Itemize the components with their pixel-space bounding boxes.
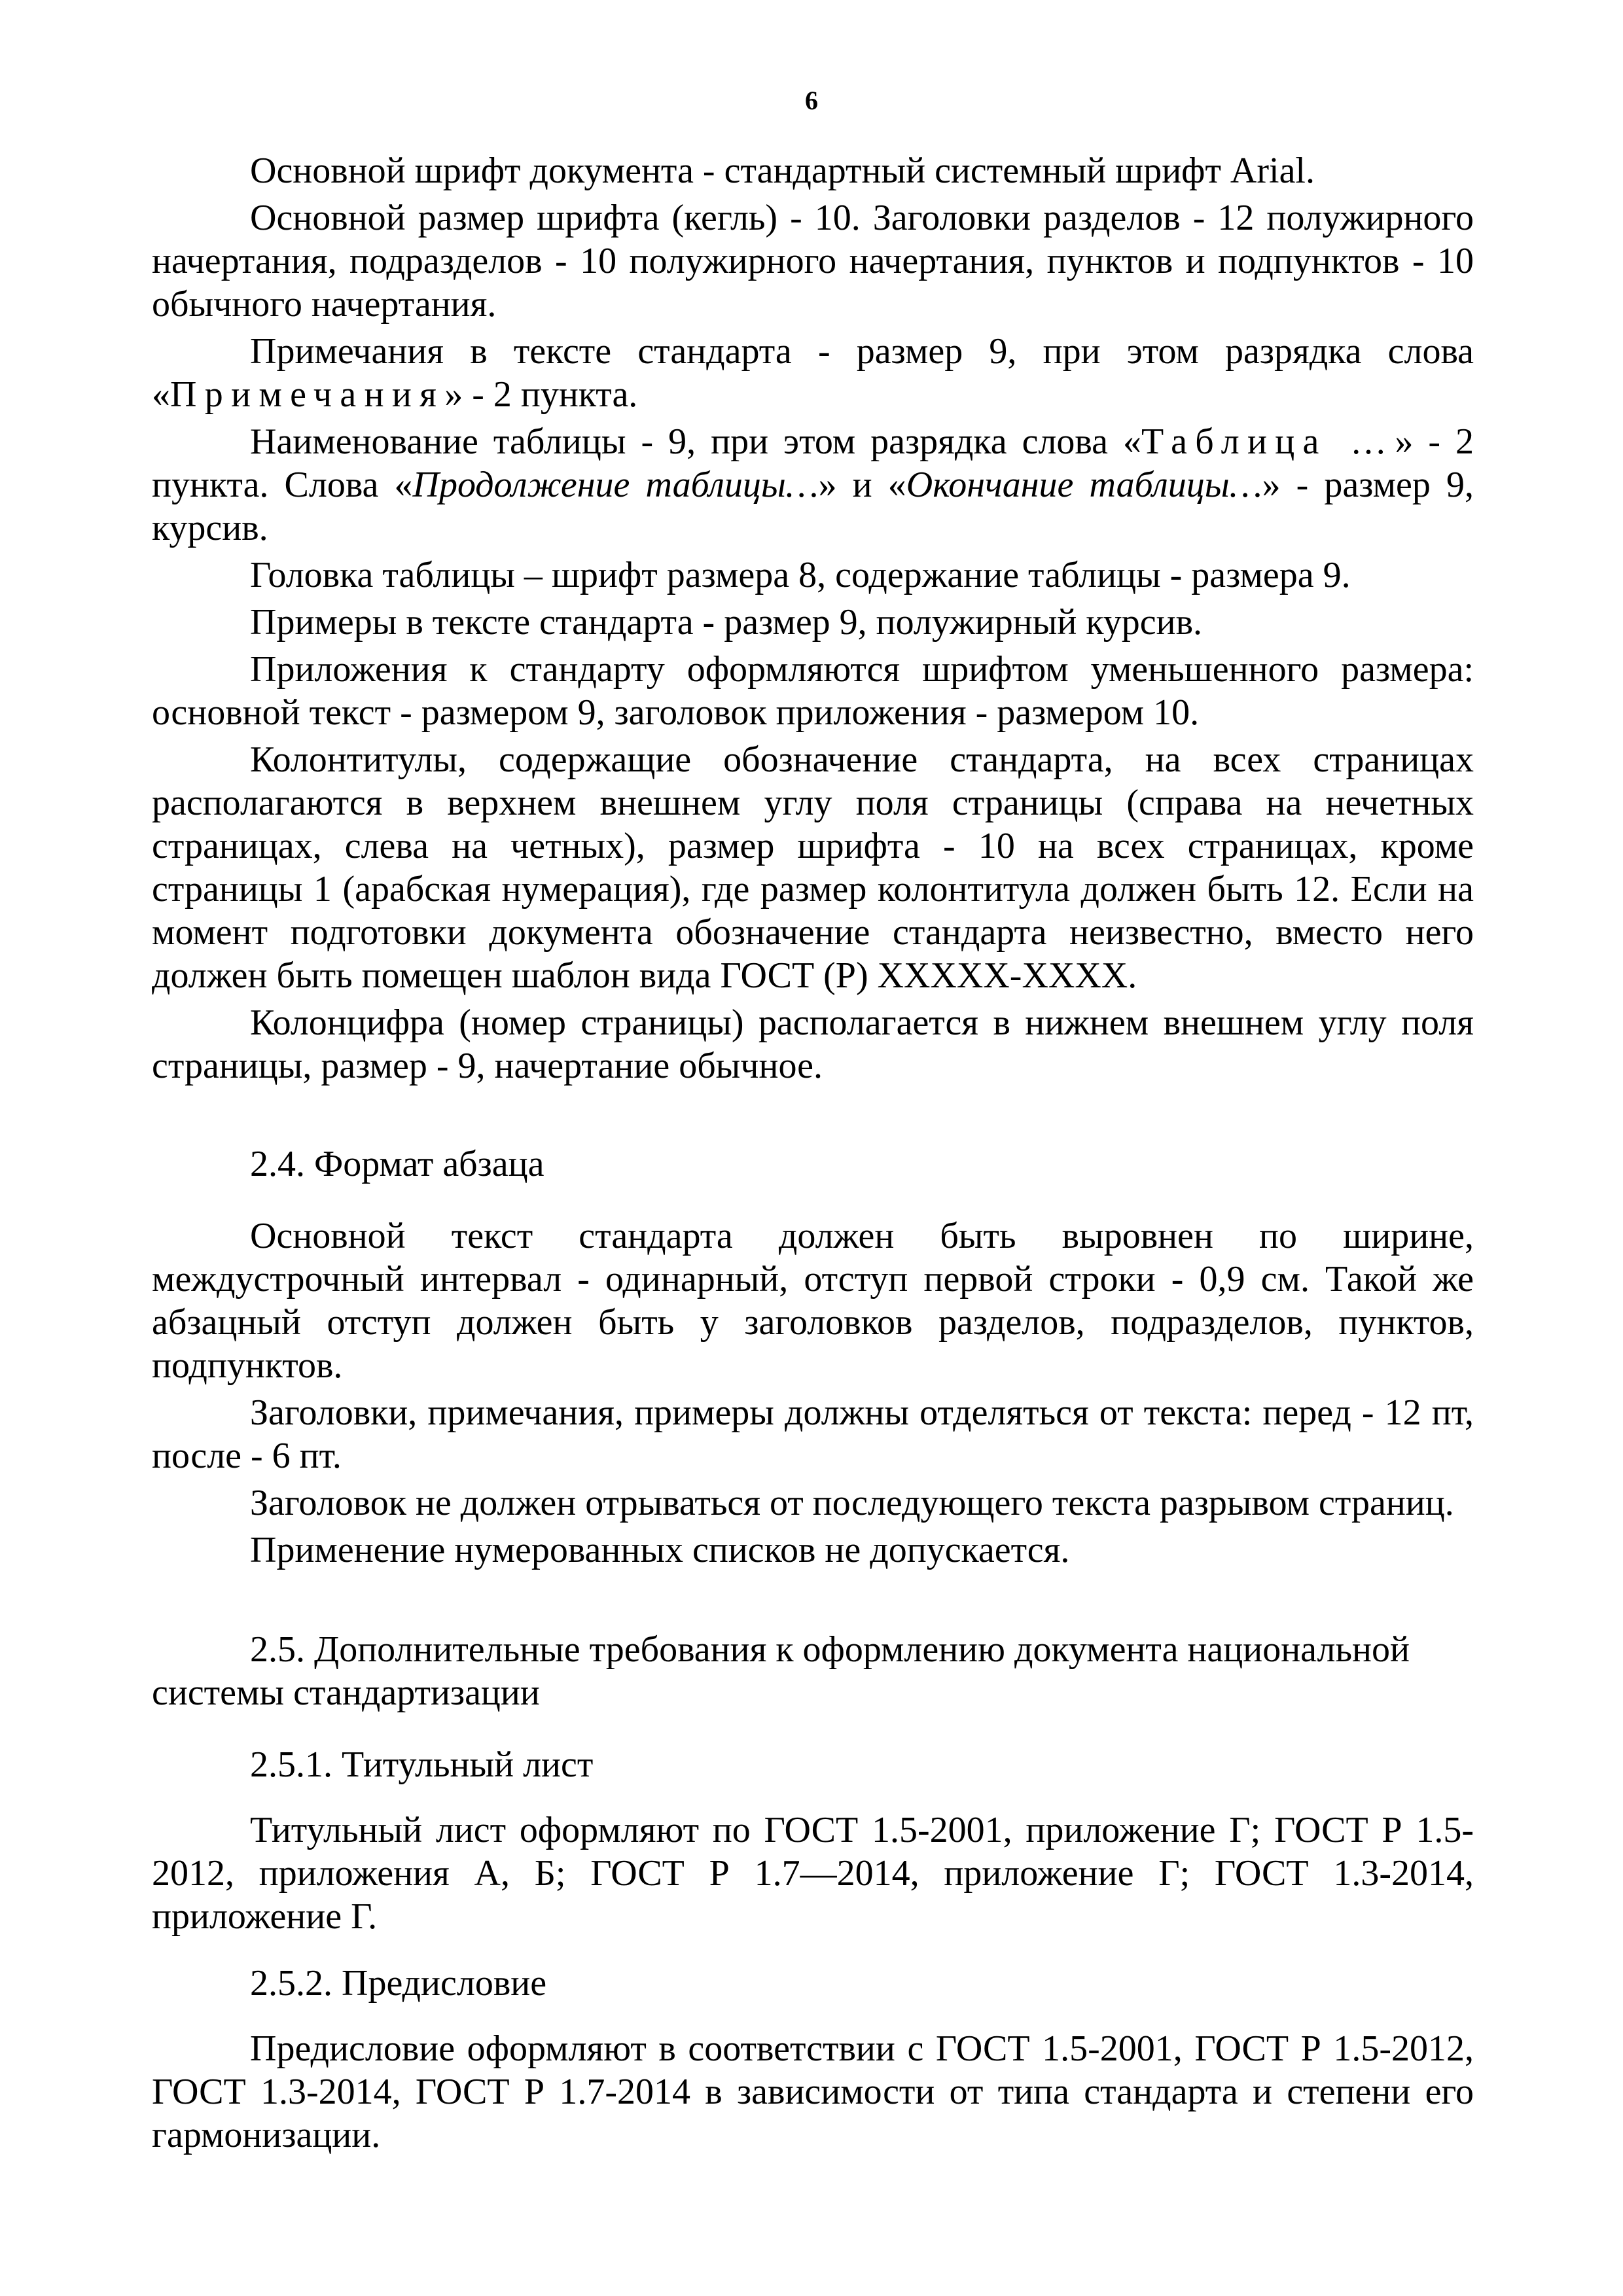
- notes-text-after: » - 2 пункта.: [444, 374, 638, 415]
- paragraph-2-5-2-foreword: Предисловие оформляют в соответствии с ГОСТ 1.5-2001, ГОСТ Р 1.5-2012, ГОСТ 1.3-2014, ГОСТ Р 1.7-2014 в зависимости от типа стандарта и степени его гармонизации.: [152, 2028, 1474, 2155]
- paragraph-notes: [152, 330, 1474, 416]
- paragraph-table-head: Головка таблицы – шрифт размера 8, содержание таблицы - размера 9.: [250, 555, 1351, 595]
- subsection-heading-2-5-2: 2.5.2. Предисловие: [250, 1963, 547, 2004]
- section-heading-2-5: 2.5. Дополнительные требования к оформлению документа национальной системы стандартизации: [152, 1629, 1410, 1713]
- paragraph-headers: Колонтитулы, содержащие обозначение стандарта, на всех страницах располагаются в верхнем внешнем углу поля страницы (справа на нечетных страницах, слева на четных), размер шрифта - 10 на всех страницах, кроме страницы 1 (арабская нумерация), где размер колонтитула должен быть 12. Если на момент подготовки документа обозначение стандарта неизвестно, вместо него должен быть помещен шаблон вида ГОСТ (Р) ХХХХХ-ХХХХ.: [152, 739, 1474, 996]
- table-text-middle2: » и «: [818, 465, 906, 505]
- section-heading-2-4: 2.4. Формат абзаца: [250, 1144, 544, 1184]
- document-body: [152, 149, 1474, 2161]
- table-spaced-word: Таблица …: [1141, 421, 1395, 462]
- paragraph-table-name: [152, 420, 1474, 550]
- paragraph-examples: Примеры в тексте стандарта - размер 9, полужирный курсив.: [250, 602, 1203, 643]
- subsection-heading-2-5-1: 2.5.1. Титульный лист: [250, 1744, 594, 1785]
- paragraph-2-4-lists: Применение нумерованных списков не допускается.: [250, 1530, 1070, 1570]
- notes-spaced-word: Примечания: [170, 374, 445, 415]
- paragraph-page-number: Колонцифра (номер страницы) располагается в нижнем внешнем углу поля страницы, размер - 9, начертание обычное.: [152, 1002, 1474, 1086]
- table-text-after: » - размер 9, курсив.: [152, 465, 1474, 548]
- table-text-before: Наименование таблицы - 9, при этом разрядка слова «: [250, 421, 1141, 462]
- table-italic-continuation: Продолжение таблицы…: [412, 465, 819, 505]
- paragraph-appendices: Приложения к стандарту оформляются шрифтом уменьшенного размера: основной текст - размером 9, заголовок приложения - размером 10.: [152, 649, 1474, 733]
- page-number: 6: [805, 86, 818, 115]
- notes-text-before: Примечания в тексте стандарта - размер 9, при этом разрядка слова «: [152, 331, 1474, 415]
- paragraph-main-font: Основной шрифт документа - стандартный системный шрифт Arial.: [250, 150, 1315, 191]
- paragraph-2-4-page-break: Заголовок не должен отрываться от последующего текста разрывом страниц.: [250, 1483, 1454, 1523]
- paragraph-2-5-1-title-page: Титульный лист оформляют по ГОСТ 1.5-2001, приложение Г; ГОСТ Р 1.5-2012, приложения А, Б; ГОСТ Р 1.7—2014, приложение Г; ГОСТ 1.3-2014, приложение Г.: [152, 1810, 1474, 1937]
- paragraph-2-4-spacing: Заголовки, примечания, примеры должны отделяться от текста: перед - 12 пт, после - 6 пт.: [152, 1392, 1474, 1476]
- table-italic-end: Окончание таблицы…: [906, 465, 1262, 505]
- paragraph-2-4-alignment: Основной текст стандарта должен быть выровнен по ширине, междустрочный интервал - одинарный, отступ первой строки - 0,9 см. Такой же абзацный отступ должен быть у заголовков разделов, подразделов, пунктов, подпунктов.: [152, 1216, 1474, 1386]
- table-text-middle1: » - 2 пункта. Слова «: [152, 421, 1474, 505]
- paragraph-font-size: Основной размер шрифта (кегль) - 10. Заголовки разделов - 12 полужирного начертания, подразделов - 10 полужирного начертания, пунктов и подпунктов - 10 обычного начертания.: [152, 198, 1474, 325]
